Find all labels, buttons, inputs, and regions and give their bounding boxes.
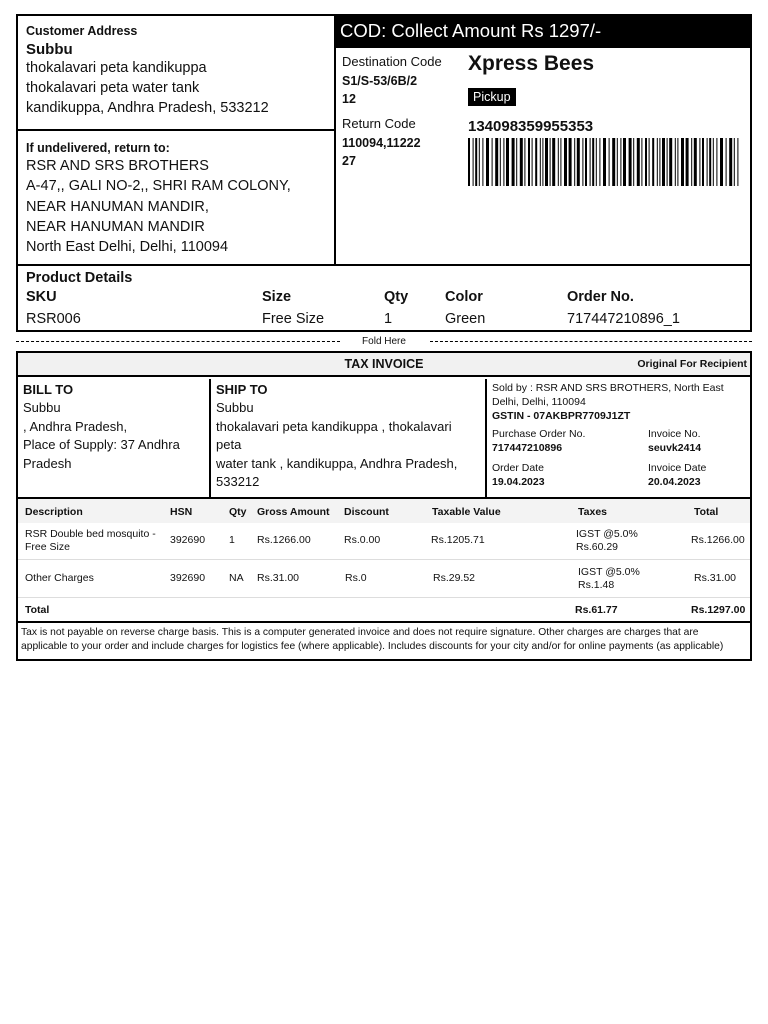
carrier-name: Xpress Bees [468, 52, 595, 75]
order-date-label: Order Date [492, 462, 544, 474]
barcode-bar [524, 138, 525, 186]
ship-to-line-4: 533212 [216, 474, 260, 489]
barcode-image [468, 138, 742, 186]
row2-qty: NA [229, 572, 244, 584]
col-taxable-value: Taxable Value [432, 506, 501, 518]
barcode-bar [482, 138, 483, 186]
barcode-bar [552, 138, 555, 186]
barcode-bar [623, 138, 626, 186]
row1-taxable: Rs.1205.71 [431, 534, 485, 546]
invoice-title: TAX INVOICE [344, 357, 424, 371]
barcode-bar [716, 138, 717, 186]
col-qty: Qty [229, 506, 247, 518]
invoice-footnote-line-1: Tax is not payable on reverse charge basis. This is a computer generated invoice and does not require signature. Other charges are charges that are [21, 627, 699, 638]
barcode-bar [582, 138, 583, 186]
barcode-bar [479, 138, 480, 186]
awb-number: 134098359955353 [468, 118, 594, 135]
bill-to-heading: BILL TO [23, 382, 74, 397]
ship-to-line-1: Subbu [216, 400, 254, 415]
barcode-bar [545, 138, 548, 186]
barcode-bar [468, 138, 470, 186]
barcode-bar [720, 138, 723, 186]
barcode-bar [729, 138, 732, 186]
ship-to-heading: SHIP TO [216, 382, 268, 397]
barcode-bar [558, 138, 559, 186]
bill-to [18, 379, 211, 497]
barcode-bar [564, 138, 567, 186]
barcode-bar [542, 138, 543, 186]
barcode-bar [669, 138, 672, 186]
return-address-line-5: North East Delhi, Delhi, 110094 [26, 239, 229, 256]
product-order-no: 717447210896_1 [567, 311, 680, 327]
return-address-line-1: RSR AND SRS BROTHERS [26, 158, 209, 174]
barcode-bar [617, 138, 618, 186]
destination-code-value-2: 12 [342, 92, 356, 106]
product-header-color: Color [445, 289, 483, 305]
barcode-bar [677, 138, 678, 186]
barcode-bar [620, 138, 621, 186]
return-code-value-1: 110094,11222 [342, 136, 421, 150]
barcode-bar [734, 138, 735, 186]
barcode-bar [637, 138, 640, 186]
barcode-bar [641, 138, 642, 186]
items-header-row [18, 499, 750, 523]
barcode-bar [495, 138, 498, 186]
barcode-bar [592, 138, 594, 186]
col-description: Description [25, 506, 83, 518]
barcode-bar [569, 138, 572, 186]
barcode-bar [516, 138, 517, 186]
return-address-line-2: A-47,, GALI NO-2,, SHRI RAM COLONY, [26, 178, 291, 195]
seller-line-1: Sold by : RSR AND SRS BROTHERS, North East [492, 382, 724, 394]
product-qty: 1 [384, 311, 393, 327]
invoice-date [648, 461, 706, 490]
row1-qty: 1 [229, 534, 235, 546]
return-code-label: Return Code [342, 116, 416, 131]
totals-row [18, 599, 750, 623]
bill-to-line-2: , Andhra Pradesh, [23, 418, 128, 434]
product-row [26, 311, 742, 330]
barcode-bar [681, 138, 684, 186]
return-address-line-3: NEAR HANUMAN MANDIR, [26, 198, 209, 215]
invoice-date-value: 20.04.2023 [648, 476, 701, 488]
order-date-value: 19.04.2023 [492, 476, 545, 488]
row1-total: Rs.1266.00 [691, 534, 745, 546]
invoice-number [648, 427, 701, 456]
invoice-items-table [18, 497, 750, 623]
product-details-title: Product Details [26, 270, 133, 286]
barcode-bar [662, 138, 665, 186]
barcode-bar [506, 138, 509, 186]
return-address [18, 133, 334, 265]
address-column [18, 16, 336, 264]
barcode-bar [686, 138, 689, 186]
barcode-bar [473, 138, 474, 186]
destination-code-label: Destination Code [342, 54, 442, 69]
customer-address [18, 16, 334, 131]
col-taxes: Taxes [578, 506, 607, 518]
invoice-copy-label: Original For Recipient [637, 358, 747, 370]
row1-discount: Rs.0.00 [344, 534, 381, 546]
row1-tax-rate: IGST @5.0% [576, 528, 638, 540]
total-label: Total [25, 604, 50, 616]
barcode-bar [532, 138, 533, 186]
invoice-date-label: Invoice Date [648, 462, 707, 474]
barcode-bar [528, 138, 530, 186]
invoice-number-value: seuvk2414 [648, 442, 702, 454]
return-code [342, 116, 472, 170]
barcode-bar [475, 138, 477, 186]
row2-tax-amount: Rs.1.48 [578, 579, 615, 591]
barcode-bar [737, 138, 738, 186]
shipping-label [16, 14, 752, 332]
bill-to-line-3: Place of Supply: 37 Andhra [23, 437, 180, 452]
barcode-bar [540, 138, 541, 186]
row2-discount: Rs.0 [345, 572, 367, 584]
barcode-bar [492, 138, 493, 186]
row1-hsn: 392690 [170, 534, 206, 546]
return-address-line-4: NEAR HANUMAN MANDIR [26, 218, 205, 235]
purchase-order [492, 427, 585, 456]
barcode-bar [649, 138, 650, 186]
barcode-bar [707, 138, 708, 186]
barcode-bar [486, 138, 489, 186]
row2-total: Rs.31.00 [694, 572, 737, 584]
barcode-bar [702, 138, 704, 186]
customer-address-heading: Customer Address [26, 24, 138, 38]
barcode-bar [652, 138, 654, 186]
row2-tax-rate: IGST @5.0% [578, 566, 640, 578]
row2-hsn: 392690 [170, 572, 206, 584]
ship-to-line-2: thokalavari peta kandikuppa , thokalavari peta [216, 418, 452, 452]
barcode-bar [503, 138, 504, 186]
product-color: Green [445, 311, 486, 327]
barcode-bar [520, 138, 523, 186]
product-header-qty: Qty [384, 289, 409, 305]
col-gross-amount: Gross Amount [257, 506, 330, 518]
customer-name: Subbu [26, 41, 73, 58]
barcode-bar [500, 138, 501, 186]
product-header-sku: SKU [26, 289, 57, 305]
fold-line [16, 336, 752, 348]
bill-to-line-1: Subbu [23, 400, 61, 415]
ship-to [211, 379, 487, 497]
barcode-bar [612, 138, 615, 186]
barcode-bar [667, 138, 668, 186]
barcode-bar [596, 138, 597, 186]
col-hsn: HSN [170, 506, 193, 518]
purchase-order-label: Purchase Order No. [492, 428, 586, 440]
product-size: Free Size [262, 311, 325, 327]
barcode-bar [603, 138, 606, 186]
product-details [18, 264, 750, 330]
fold-dash-right [430, 341, 752, 342]
order-date [492, 461, 545, 490]
barcode-bar [675, 138, 676, 186]
barcode-bar [633, 138, 634, 186]
barcode-bar [577, 138, 580, 186]
tax-invoice [16, 351, 752, 661]
barcode-bar [574, 138, 575, 186]
barcode-bar [657, 138, 658, 186]
product-sku: RSR006 [26, 311, 81, 327]
product-header-order-no: Order No. [567, 289, 634, 305]
row2-taxable: Rs.29.52 [433, 572, 476, 584]
barcode-bar [691, 138, 692, 186]
barcode-bar [699, 138, 700, 186]
barcode-bar [694, 138, 697, 186]
barcode-bar [609, 138, 610, 186]
table-row [18, 561, 750, 598]
ship-to-line-3: water tank , kandikuppa, Andhra Pradesh, [216, 455, 458, 471]
invoice-footnote-line-2: applicable to your order and include charges for logistics fee (where applicable). Includes discounts for your city and/or for online payments (as applicable) [21, 641, 724, 652]
barcode-bar [599, 138, 600, 186]
row2-description: Other Charges [25, 572, 94, 584]
invoice-number-label: Invoice No. [648, 428, 701, 440]
barcode-bar [629, 138, 632, 186]
barcode-bar [512, 138, 515, 186]
row2-taxes [578, 566, 640, 592]
barcode-bar [585, 138, 587, 186]
col-total: Total [694, 506, 719, 518]
barcode-bar [726, 138, 727, 186]
barcode-bar [590, 138, 591, 186]
row1-taxes [576, 528, 638, 554]
return-address-heading: If undelivered, return to: [26, 141, 170, 155]
barcode-bar [645, 138, 647, 186]
table-row [18, 523, 750, 560]
product-header-size: Size [262, 289, 292, 305]
seller-line-2: Delhi, Delhi, 110094 [492, 396, 586, 408]
destination-code [342, 54, 472, 108]
product-header-row [26, 289, 742, 308]
total-amount: Rs.1297.00 [691, 604, 746, 616]
destination-code-value-1: S1/S-53/6B/2 [342, 74, 418, 88]
bill-to-line-4: Pradesh [23, 455, 72, 471]
barcode-bar [709, 138, 711, 186]
row1-description-line-2: Free Size [25, 541, 70, 553]
purchase-order-value: 717447210896 [492, 442, 563, 454]
seller-gstin: GSTIN - 07AKBPR7709J1ZT [492, 410, 631, 422]
row1-description-line-1: RSR Double bed mosquito - [25, 528, 156, 540]
barcode-bar [560, 138, 561, 186]
fold-here-text: Fold Here [362, 336, 406, 347]
invoice-title-bar [18, 353, 750, 377]
row1-description [25, 528, 156, 554]
row1-gross: Rs.1266.00 [257, 534, 311, 546]
customer-address-line-1: thokalavari peta kandikuppa [26, 60, 207, 76]
service-badge: Pickup [468, 88, 516, 106]
invoice-footnote [21, 626, 749, 654]
row1-tax-amount: Rs.60.29 [576, 541, 619, 553]
col-discount: Discount [344, 506, 389, 518]
barcode-bar [713, 138, 714, 186]
return-code-value-2: 27 [342, 154, 356, 168]
barcode-bar [659, 138, 660, 186]
customer-address-line-2: thokalavari peta water tank [26, 80, 200, 96]
total-tax: Rs.61.77 [575, 604, 618, 616]
row2-gross: Rs.31.00 [257, 572, 300, 584]
barcode-bar [550, 138, 551, 186]
customer-address-line-3: kandikuppa, Andhra Pradesh, 533212 [26, 100, 269, 116]
barcode-bar [535, 138, 537, 186]
seller-details [487, 379, 750, 497]
cod-banner: COD: Collect Amount Rs 1297/- [336, 16, 752, 48]
